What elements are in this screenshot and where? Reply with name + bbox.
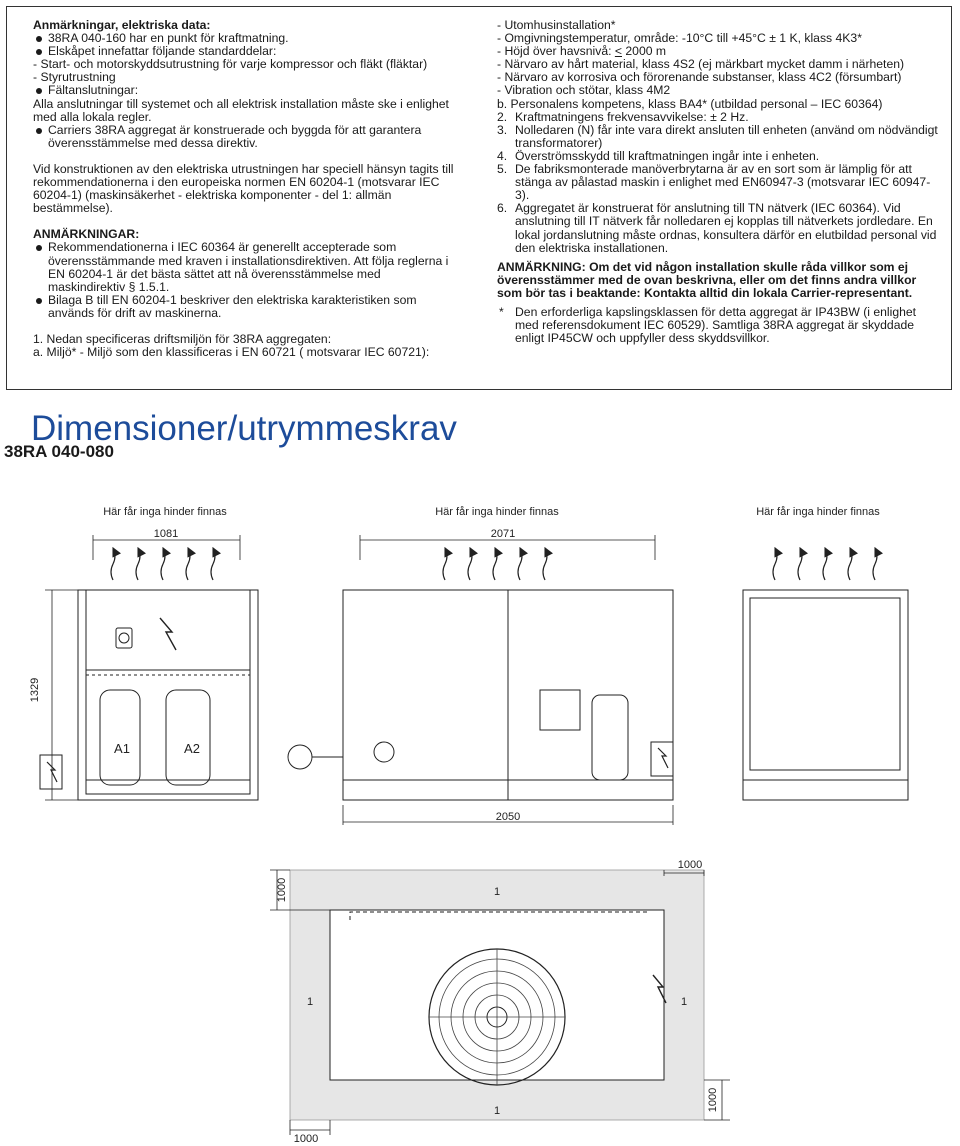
plan-dim-top: 1000 <box>677 859 703 871</box>
depth-dimension <box>343 805 673 825</box>
important-note: ANMÄRKNING: Om det vid någon installation skulle råda villkor som ej överensstämmer med de ovan beskrivna, eller om det finns andra villkor som bör tas i beaktande: Kontakta alltid din lokala Carrier-representant. <box>497 259 917 300</box>
model-label: 38RA 040-080 <box>4 442 114 461</box>
dim-depth: 2050 <box>495 811 521 823</box>
zone-marker: 1 <box>493 886 501 898</box>
numbered-item: 1. Nedan specificeras driftsmiljön för 38RA aggregaten: <box>33 331 332 346</box>
plan-dim-right: 1000 <box>707 1087 719 1113</box>
back-view-unit <box>743 590 908 800</box>
note-text: Alla anslutningar till systemet och all elektrisk installation måste ske i enlighet med alla lokala regler. <box>33 96 449 124</box>
remark-bullet: Rekommendationerna i IEC 60364 är generellt accepterade som överensstämmande med kraven i installationsdirektiven. Att följa reglerna i EN 60204-1 är det bästa sättet att nå överensstämmelse med maskindirektiv § 1.5.1. <box>33 241 457 293</box>
design-paragraph: Vid konstruktionen av den elektriska utrustningen har speciell hänsyn tagits till rekommendationerna i den europeiska normen EN 60204-1 (motsvarar IEC 60204-1) (maskinsäkerhet - elektriska komponenter - del 1: allmän bestämmelse). <box>33 161 454 216</box>
numbered-item: 2. Kraftmatningens frekvensavvikelse: ± 2 Hz. <box>497 109 749 124</box>
numbered-item: 4. Överströmsskydd till kraftmatningen ingår inte i enheten. <box>497 148 820 163</box>
zone-marker: 1 <box>306 996 314 1008</box>
numbered-item: 5. De fabriksmonterade manöverbrytarna är av en sort som är lämplig för att stänga av pålastad maskin i enlighet med EN60947-3 (motsvarar IEC 60947-3). <box>497 162 931 203</box>
dim-height: 1329 <box>29 677 41 703</box>
env-item: - Närvaro av hårt material, klass 4S2 (ej märkbart mycket damm i närheten) <box>497 57 905 72</box>
note-bullet: 38RA 040-160 har en punkt för kraftmatning. <box>33 32 457 45</box>
compressor-a1-label: A1 <box>114 741 130 756</box>
front-width-dimension <box>360 528 655 560</box>
plan-dim-bottom: 1000 <box>293 1133 319 1145</box>
dim-front-width: 2071 <box>490 528 516 540</box>
note-bullet: Elskåpet innefattar följande standarddelar: <box>33 45 457 58</box>
zone-marker: 1 <box>493 1105 501 1117</box>
note-dash-item: - Start- och motorskyddsutrustning för varje kompressor och fläkt (fläktar) <box>33 57 428 72</box>
clearance-label-side: Här får inga hinder finnas <box>103 506 227 518</box>
numbered-item: 3. Nolledaren (N) får inte vara direkt ansluten till enheten (använd om nödvändigt transformatorer) <box>497 122 938 150</box>
front-view-unit <box>288 590 673 800</box>
zone-marker: 1 <box>680 996 688 1008</box>
env-item: - Utomhusinstallation* <box>497 18 616 32</box>
clearance-label-back: Här får inga hinder finnas <box>756 506 880 518</box>
notes-heading: Anmärkningar, elektriska data: <box>33 18 211 32</box>
env-item: - Höjd över havsnivå: < 2000 m <box>497 44 667 59</box>
note-bullet: Carriers 38RA aggregat är konstruerade och byggda för att garantera överensstämmelse med dessa direktiv. <box>33 124 457 150</box>
footnote: * Den erforderliga kapslingsklassen för detta aggregat är IP43BW (i enlighet med referensdokument IEC 60529). Samtliga 38RA aggregat är skyddade enligt IP45CW och uppfyller dess skyddsvillkor. <box>499 304 917 346</box>
section-title: Dimensioner/utrymmeskrav <box>31 409 457 448</box>
dim-side-width: 1081 <box>153 528 179 540</box>
env-item: - Närvaro av korrosiva och förorenande substanser, klass 4C2 (försumbart) <box>497 70 902 85</box>
compressor-a2-label: A2 <box>184 741 200 756</box>
numbered-subitem: a. Miljö* - Miljö som den klassificeras i EN 60721 ( motsvarar IEC 60721): <box>33 345 430 360</box>
airflow-arrows <box>111 548 877 580</box>
remarks-heading: ANMÄRKNINGAR: <box>33 227 140 242</box>
note-dash-item: - Styrutrustning <box>33 70 116 85</box>
env-item: - Vibration och stötar, klass 4M2 <box>497 83 671 98</box>
side-view-unit <box>40 590 258 800</box>
plan-dim-left: 1000 <box>276 877 288 903</box>
env-item: b. Personalens kompetens, klass BA4* (utbildad personal – IEC 60364) <box>497 96 883 111</box>
remark-bullet: Bilaga B till EN 60204-1 beskriver den elektriska karakteristiken som används för drift av maskinerna. <box>33 294 457 320</box>
note-bullet: Fältanslutningar: <box>33 84 457 97</box>
env-item: - Omgivningstemperatur, område: -10°C till +45°C ± 1 K, klass 4K3* <box>497 31 862 46</box>
plan-view <box>270 870 730 1135</box>
clearance-label-front: Här får inga hinder finnas <box>435 506 559 518</box>
numbered-item: 6. Aggregatet är konstruerat för anslutning till TN nätverk (IEC 60364). Vid anslutning till IT nätverk får nolledaren ej kopplas till nätverkets jordledare. En lokal jordanslutning måste ordnas, konsultera därför en elutbildad personal vid den elektriska installationen. <box>497 201 937 255</box>
